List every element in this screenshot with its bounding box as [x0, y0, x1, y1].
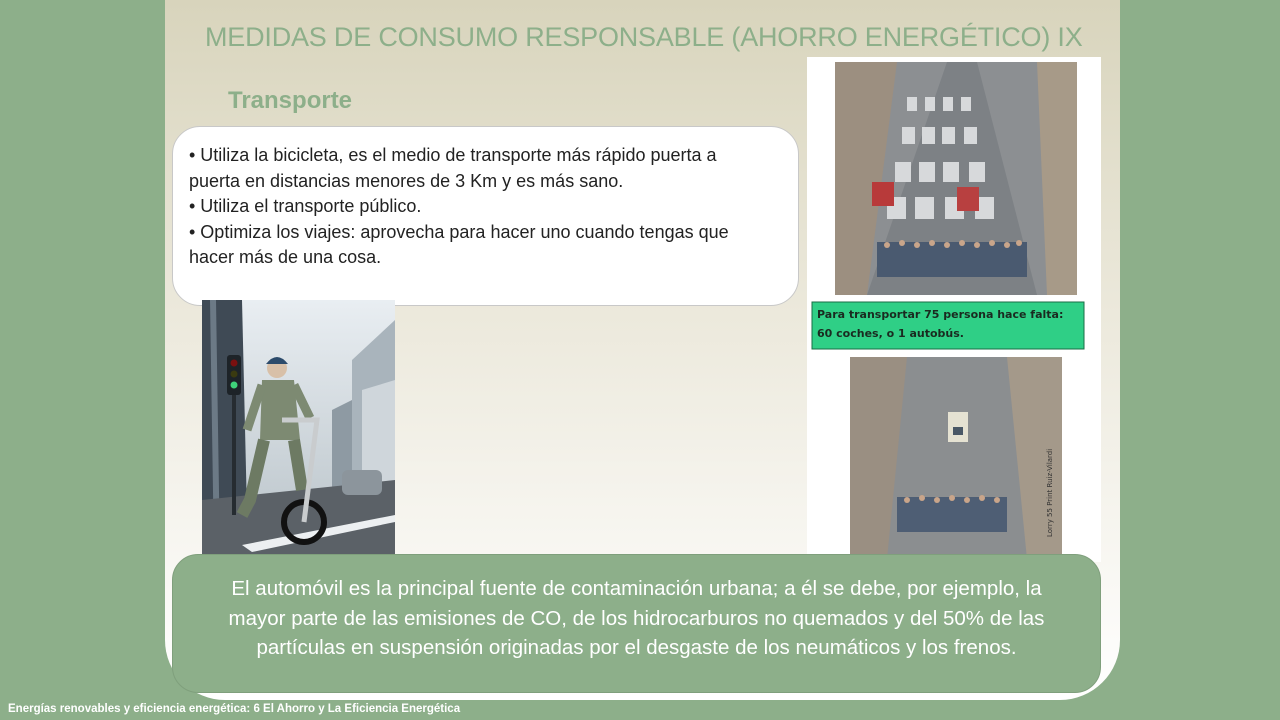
- pollution-note: [172, 554, 1101, 693]
- comparison-caption: Para transportar 75 persona hace falta: 60 coches, o 1 autobús.: [817, 308, 1064, 340]
- slide-footer: Energías renovables y eficiencia energética: 6 El Ahorro y La Eficiencia Energética: [8, 703, 461, 715]
- slide-title: MEDIDAS DE CONSUMO RESPONSABLE (AHORRO ENERGÉTICO) IX: [205, 22, 1083, 52]
- tip-bicycle: • Utiliza la bicicleta, es el medio de transporte más rápido puerta a puerta en distancias menores de 3 Km y es más sano.: [189, 145, 717, 191]
- tip-optimize-trips: • Optimiza los viajes: aprovecha para hacer uno cuando tengas que hacer más de una cosa.: [189, 221, 729, 267]
- tip-public-transport: • Utiliza el transporte público.: [189, 196, 422, 216]
- cars-vs-bus-image: [807, 57, 1101, 562]
- pollution-note-text: El automóvil es la principal fuente de contaminación urbana; a él se debe, por ejemplo, la mayor parte de las emisiones de CO, de los hidrocarburos no quemados y del 50% de las partículas en suspensión originadas por el desgaste de los neumáticos y los frenos.: [228, 577, 1045, 659]
- tips-box: [172, 126, 799, 306]
- section-subtitle: Transporte: [228, 87, 353, 114]
- cyclist-photo: [202, 300, 395, 556]
- photo-watermark: Lorry 55 Print Ruiz-Vilardi: [1046, 448, 1054, 537]
